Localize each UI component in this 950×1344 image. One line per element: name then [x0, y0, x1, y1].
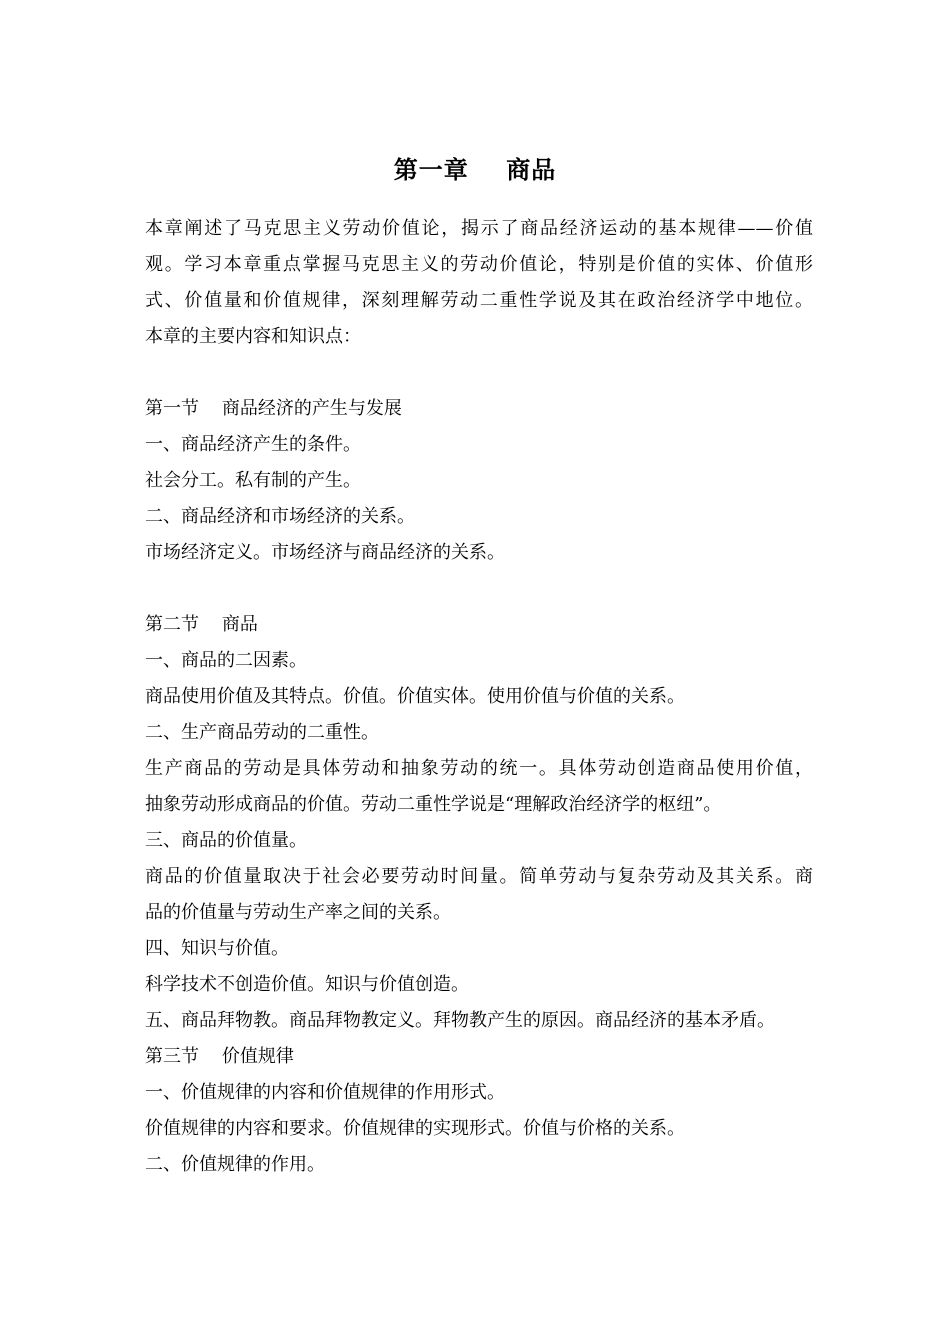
section-1-point-1: 一、商品经济产生的条件。: [145, 434, 361, 455]
section-2-text-3b: 品的价值量与劳动生产率之间的关系。: [145, 902, 451, 923]
section-3-point-1: 一、价值规律的内容和价值规律的作用形式。: [145, 1082, 505, 1103]
section-2-text-3a: 商品的价值量取决于社会必要劳动时间量。简单劳动与复杂劳动及其关系。商: [145, 866, 813, 887]
spacer: [145, 355, 813, 391]
section-2-heading: 第二节 商品: [145, 614, 258, 635]
section-3-text-1: 价值规律的内容和要求。价值规律的实现形式。价值与价格的关系。: [145, 1118, 685, 1139]
section-2-point-3: 三、商品的价值量。: [145, 830, 307, 851]
intro-line-1: 本章阐述了马克思主义劳动价值论，揭示了商品经济运动的基本规律——价值: [145, 218, 813, 239]
intro-line-3: 式、价值量和价值规律，深刻理解劳动二重性学说及其在政治经济学中地位。: [145, 290, 813, 311]
section-2-text-2b: 抽象劳动形成商品的价值。劳动二重性学说是“理解政治经济学的枢纽”。: [145, 794, 722, 815]
section-1-point-2: 二、商品经济和市场经济的关系。: [145, 506, 415, 527]
section-1-heading: 第一节 商品经济的产生与发展: [145, 398, 402, 419]
section-2-text-2a: 生产商品的劳动是具体劳动和抽象劳动的统一。具体劳动创造商品使用价值，: [145, 758, 813, 779]
section-2-point-4: 四、知识与价值。: [145, 938, 289, 959]
section-2-point-2: 二、生产商品劳动的二重性。: [145, 722, 379, 743]
intro-line-2: 观。学习本章重点掌握马克思主义的劳动价值论，特别是价值的实体、价值形: [145, 254, 813, 275]
section-3-heading: 第三节 价值规律: [145, 1046, 294, 1067]
section-2-text-1: 商品使用价值及其特点。价值。价值实体。使用价值与价值的关系。: [145, 686, 685, 707]
section-2-point-5: 五、商品拜物教。商品拜物教定义。拜物教产生的原因。商品经济的基本矛盾。: [145, 1010, 775, 1031]
section-2-text-4: 科学技术不创造价值。知识与价值创造。: [145, 974, 469, 995]
chapter-title: 第一章 商品: [393, 155, 557, 184]
section-1-text-2: 市场经济定义。市场经济与商品经济的关系。: [145, 542, 505, 563]
intro-line-4: 本章的主要内容和知识点：: [145, 326, 361, 347]
spacer: [145, 571, 813, 607]
section-3-point-2: 二、价值规律的作用。: [145, 1154, 325, 1175]
document-body: [145, 211, 813, 1183]
section-2-point-1: 一、商品的二因素。: [145, 650, 307, 671]
section-1-text-1: 社会分工。私有制的产生。: [145, 470, 361, 491]
